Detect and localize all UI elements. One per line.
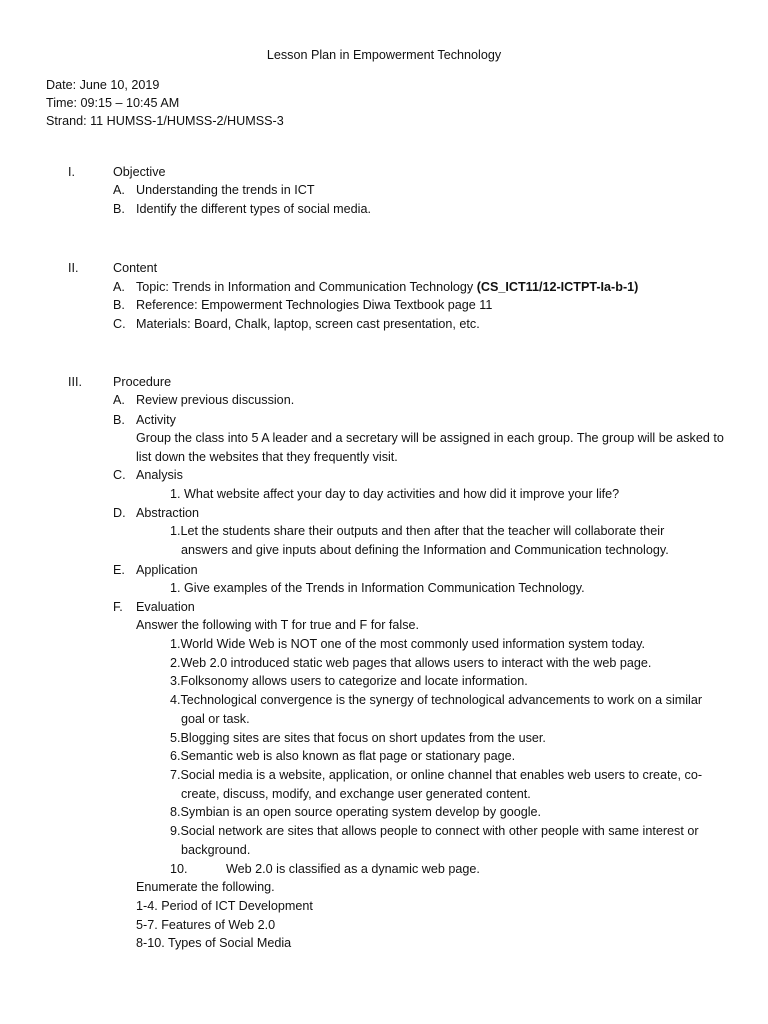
objective-item: Identify the different types of social media. <box>136 202 371 216</box>
paragraph-line: Group the class into 5 A leader and a secretary will be assigned in each group. The group will be asked to <box>136 431 724 445</box>
paragraph-line: list down the websites that they frequently visit. <box>136 450 398 464</box>
enumerate-item: 1-4. Period of ICT Development <box>136 899 313 913</box>
evaluation-question: 5.Blogging sites are sites that focus on short updates from the user. <box>170 731 546 745</box>
section-heading: Objective <box>113 165 166 179</box>
evaluation-question: 2.Web 2.0 introduced static web pages that allows users to interact with the web page. <box>170 656 652 670</box>
enumerate-item: 5-7. Features of Web 2.0 <box>136 918 276 932</box>
topic-text: Topic: Trends in Information and Communication Technology <box>136 280 477 294</box>
list-marker: B. <box>113 202 125 216</box>
list-marker: A. <box>113 280 125 294</box>
list-marker: C. <box>113 317 126 331</box>
list-marker: D. <box>113 506 126 520</box>
numbered-item: 1. What website affect your day to day activities and how did it improve your life? <box>170 487 620 501</box>
document-title: Lesson Plan in Empowerment Technology <box>266 48 502 62</box>
evaluation-question: 6.Semantic web is also known as flat page or stationary page. <box>170 749 516 763</box>
numbered-item-continuation: answers and give inputs about defining the Information and Communication technology. <box>181 543 669 557</box>
procedure-item: Application <box>136 563 198 577</box>
time-line: Time: 09:15 – 10:45 AM <box>46 96 180 110</box>
evaluation-question: 8.Symbian is an open source operating system develop by google. <box>170 805 542 819</box>
enumerate-item: 8-10. Types of Social Media <box>136 936 292 950</box>
evaluation-question-continuation: create, discuss, modify, and exchange user generated content. <box>181 787 531 801</box>
date-line: Date: June 10, 2019 <box>46 78 160 92</box>
procedure-item: Evaluation <box>136 600 195 614</box>
procedure-item: Review previous discussion. <box>136 393 295 407</box>
content-item <box>136 279 638 296</box>
evaluation-question: 7.Social media is a website, application, or online channel that enables web users to create, co- <box>170 768 703 782</box>
list-marker: B. <box>113 413 125 427</box>
evaluation-question: 9.Social network are sites that allows people to connect with other people with same interest or <box>170 824 699 838</box>
section-heading: Procedure <box>113 375 172 389</box>
evaluation-question-continuation: background. <box>181 843 251 857</box>
content-item: Materials: Board, Chalk, laptop, screen cast presentation, etc. <box>136 317 480 331</box>
list-marker: E. <box>113 563 125 577</box>
numbered-item: 1. Give examples of the Trends in Information Communication Technology. <box>170 581 585 595</box>
procedure-item: Abstraction <box>136 506 199 520</box>
evaluation-question: Web 2.0 is classified as a dynamic web page. <box>226 862 480 876</box>
evaluation-question: 4.Technological convergence is the synergy of technological advancements to work on a similar <box>170 693 703 707</box>
list-marker: A. <box>113 393 125 407</box>
list-marker: F. <box>113 600 123 614</box>
section-numeral: I. <box>68 165 75 179</box>
competency-code: (CS_ICT11/12-ICTPT-Ia-b-1) <box>476 280 639 294</box>
section-numeral: II. <box>68 261 79 275</box>
numbered-item: 1.Let the students share their outputs and then after that the teacher will collaborate their <box>170 524 665 538</box>
evaluation-question: 1.World Wide Web is NOT one of the most commonly used information system today. <box>170 637 646 651</box>
procedure-item: Analysis <box>136 468 183 482</box>
evaluation-instruction: Answer the following with T for true and F for false. <box>136 618 420 632</box>
content-item: Reference: Empowerment Technologies Diwa Textbook page 11 <box>136 298 493 312</box>
evaluation-question-continuation: goal or task. <box>181 712 250 726</box>
strand-line: Strand: 11 HUMSS-1/HUMSS-2/HUMSS-3 <box>46 114 284 128</box>
list-marker: A. <box>113 183 125 197</box>
enumerate-instruction: Enumerate the following. <box>136 880 275 894</box>
list-marker: C. <box>113 468 126 482</box>
objective-item: Understanding the trends in ICT <box>136 183 315 197</box>
section-numeral: III. <box>68 375 82 389</box>
list-marker: B. <box>113 298 125 312</box>
procedure-item: Activity <box>136 413 176 427</box>
evaluation-question-number: 10. <box>170 862 188 876</box>
section-heading: Content <box>113 261 158 275</box>
evaluation-question: 3.Folksonomy allows users to categorize and locate information. <box>170 674 528 688</box>
